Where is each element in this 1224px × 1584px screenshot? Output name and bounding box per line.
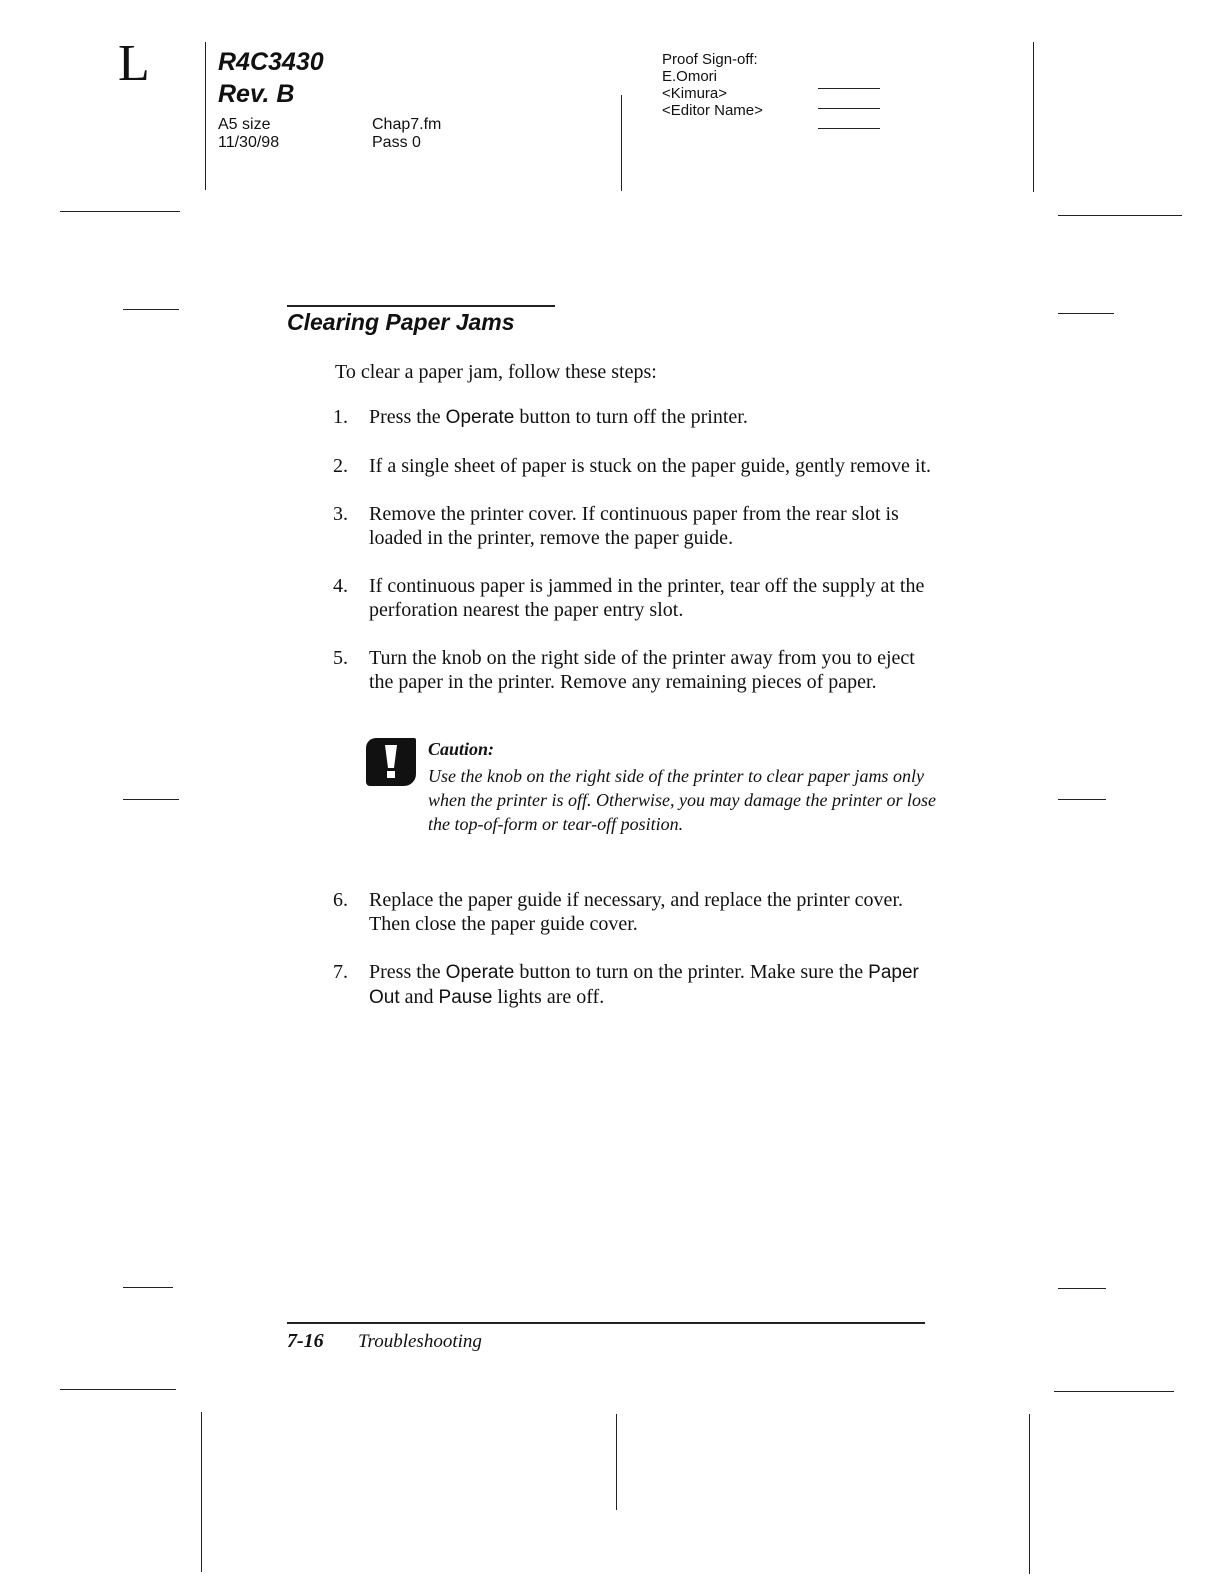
pause-light-name: Pause <box>438 987 493 1008</box>
section-title: Clearing Paper Jams <box>287 309 515 335</box>
signature-line <box>818 128 880 129</box>
steps-list-continued <box>333 888 933 1034</box>
signer-name: E.Omori <box>662 68 718 85</box>
file-name: Chap7.fm <box>372 116 442 133</box>
step-number: 1. <box>333 406 348 428</box>
page-size: A5 size <box>218 116 271 133</box>
pass-number: Pass 0 <box>372 134 421 151</box>
side-letter: L <box>118 35 150 92</box>
crop-mark <box>123 799 179 800</box>
caution-icon <box>366 738 416 786</box>
document-id: R4C3430 <box>218 48 324 76</box>
crop-mark <box>1029 1414 1030 1574</box>
signer-name: <Kimura> <box>662 85 728 102</box>
header-divider-middle <box>621 95 622 191</box>
crop-mark <box>123 1287 173 1288</box>
document-revision: Rev. B <box>218 80 295 108</box>
paper-out-light-name: Paper Out <box>369 962 919 1008</box>
crop-mark <box>123 309 179 310</box>
operate-button-name: Operate <box>445 962 515 983</box>
proof-signoff-title: Proof Sign-off: <box>662 51 758 68</box>
intro-text: To clear a paper jam, follow these steps: <box>335 361 657 383</box>
document-date: 11/30/98 <box>218 134 280 151</box>
page-number: 7-16 <box>287 1330 324 1352</box>
crop-mark <box>1054 1391 1174 1392</box>
crop-mark <box>616 1414 617 1510</box>
list-item: 7. Press the Operate button to turn on the printer. Make sure the Paper Out and Pause lights are off. <box>333 961 919 1008</box>
crop-mark <box>1058 1288 1106 1289</box>
caution-text: Use the knob on the right side of the printer to clear paper jams only when the printer is off. Otherwise, you may damage the printer or lose the top-of-form or tear-off position. <box>428 766 936 834</box>
operate-button-name: Operate <box>445 407 515 428</box>
list-item: 2. If a single sheet of paper is stuck on the paper guide, gently remove it. <box>333 455 932 477</box>
signature-line <box>818 88 880 89</box>
crop-mark <box>60 211 180 212</box>
list-item: 1. Press the Operate button to turn off the printer. <box>333 406 748 428</box>
steps-list <box>333 405 933 718</box>
list-item: 4. If continuous paper is jammed in the printer, tear off the supply at the perforation nearest the paper entry slot. <box>333 575 925 621</box>
list-item: 3. Remove the printer cover. If continuous paper from the rear slot is loaded in the printer, remove the paper guide. <box>333 503 899 549</box>
signer-name: <Editor Name> <box>662 102 763 119</box>
step-number: 6. <box>333 889 348 911</box>
list-item: 5. Turn the knob on the right side of the printer away from you to eject the paper in the printer. Remove any remaining pieces of paper. <box>333 647 915 693</box>
caution-title: Caution: <box>428 739 495 759</box>
step-number: 5. <box>333 647 348 669</box>
crop-mark <box>60 1389 176 1390</box>
crop-mark <box>1058 313 1114 314</box>
step-number: 4. <box>333 575 348 597</box>
crop-mark <box>1058 799 1106 800</box>
header-divider-right <box>1033 42 1034 192</box>
footer-rule <box>287 1322 925 1324</box>
chapter-title: Troubleshooting <box>358 1331 482 1352</box>
list-item: 6. Replace the paper guide if necessary, and replace the printer cover. Then close the paper guide cover. <box>333 889 903 935</box>
step-number: 2. <box>333 455 348 477</box>
crop-mark <box>201 1412 202 1572</box>
step-number: 3. <box>333 503 348 525</box>
step-number: 7. <box>333 961 348 983</box>
header-divider-left <box>205 42 206 190</box>
signature-line <box>818 108 880 109</box>
crop-mark <box>1058 215 1182 216</box>
